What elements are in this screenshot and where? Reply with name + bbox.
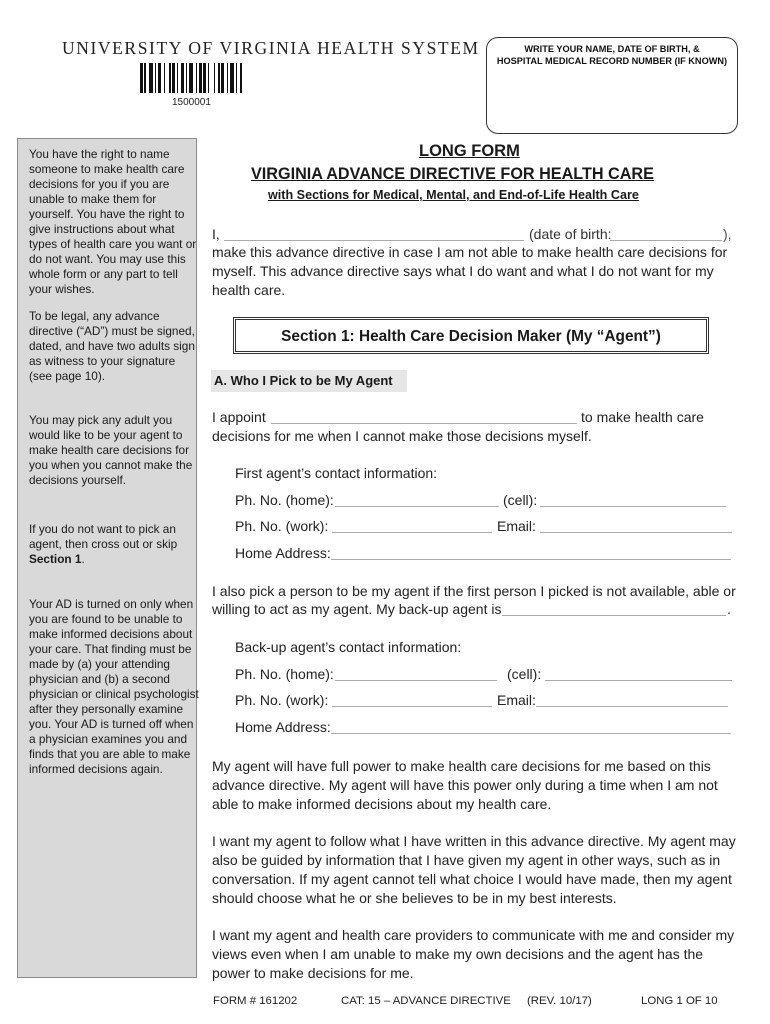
barcode-number: 1500001	[172, 97, 211, 108]
first-agent-phone-work-field[interactable]	[332, 532, 492, 533]
institution-header: UNIVERSITY OF VIRGINIA HEALTH SYSTEM	[62, 38, 480, 58]
patient-id-instructions	[487, 43, 737, 67]
first-agent-email-label: Email:	[497, 518, 536, 534]
first-agent-address-field[interactable]	[331, 559, 731, 560]
subsection-a-header	[211, 370, 407, 392]
backup-agent-cell-field[interactable]	[545, 680, 732, 681]
sidebar-note-rights: You have the right to name someone to make health care decisions for you if you are unable to make them for yourself. You have the right to give instructions about what types of health care you want or do not want. You may use this whole form or any part to tell your wishes.	[29, 147, 197, 296]
agent-communication-paragraph: I want my agent and health care providers to communicate with me and consider my views even when I am unable to make my own decisions and the agent has the power to make decisions for me.	[212, 927, 735, 981]
first-agent-cell-label: (cell):	[503, 492, 538, 508]
backup-agent-phone-home-label: Ph. No. (home):	[235, 666, 334, 682]
appoint-label-2: to make health care	[581, 409, 704, 425]
first-agent-phone-home-field[interactable]	[335, 506, 499, 507]
first-agent-phone-work-label: Ph. No. (work):	[235, 518, 329, 534]
backup-period: .	[727, 601, 731, 617]
subsection-a-title: A. Who I Pick to be My Agent	[214, 373, 393, 388]
backup-text-line-2: willing to act as my agent. My back-up agent is	[212, 601, 502, 617]
appoint-label: I appoint	[212, 409, 266, 425]
document-title: VIRGINIA ADVANCE DIRECTIVE FOR HEALTH CARE	[251, 165, 654, 183]
sidebar-note-skip-text: If you do not want to pick an agent, then cross out or skip	[29, 522, 178, 551]
patient-id-line-1: WRITE YOUR NAME, DATE OF BIRTH, &	[524, 44, 700, 54]
sidebar-note-skip	[29, 522, 199, 567]
sidebar-note-legal: To be legal, any advance directive (“AD”) must be signed, dated, and have two adults sign as witness to your signature (see page 10).	[29, 309, 195, 383]
backup-agent-contact-label: Back-up agent’s contact information:	[235, 639, 462, 655]
sidebar-note-activation: Your AD is turned on only when you are found to be unable to make informed decisions about your care. That finding must be made by (a) your attending physician and (b) a second physician or clinical psychologist after they personally examine you. Your AD is turned off when a physician examines you and finds that you are able to make informed decisions again.	[29, 597, 199, 776]
footer-page-number: LONG 1 OF 10	[641, 995, 718, 1007]
footer-revision: (REV. 10/17)	[527, 995, 592, 1007]
backup-agent-cell-label: (cell):	[507, 666, 542, 682]
sidebar-notes	[17, 138, 197, 978]
backup-agent-address-label: Home Address:	[235, 719, 331, 735]
footer-category: CAT: 15 – ADVANCE DIRECTIVE	[341, 995, 511, 1007]
appoint-label-3: decisions for me when I cannot make those decisions myself.	[212, 428, 592, 444]
agent-guidance-paragraph: I want my agent to follow what I have written in this advance directive. My agent may also be guided by information that I have given my agent in other ways, such as in conversation. If my agent cannot tell what choice I would have made, then my agent should choose what he or she believes to be in my best interests.	[212, 833, 736, 906]
dob-field[interactable]	[610, 240, 722, 241]
footer-form-number: FORM # 161202	[213, 995, 298, 1007]
sidebar-note-skip-section: Section 1	[29, 552, 82, 566]
backup-agent-email-label: Email:	[497, 692, 536, 708]
first-agent-phone-home-label: Ph. No. (home):	[235, 492, 334, 508]
section-1-header	[233, 317, 709, 354]
sidebar-note-skip-period: .	[81, 552, 85, 566]
patient-id-line-2: HOSPITAL MEDICAL RECORD NUMBER (IF KNOWN)	[496, 56, 728, 66]
agent-power-paragraph: My agent will have full power to make health care decisions for me based on this advance directive. My agent will have this power only during a time when I am not able to make informed decisions about my health care.	[212, 758, 718, 812]
section-1-title: Section 1: Health Care Decision Maker (My “Agent”)	[281, 328, 661, 345]
backup-agent-name-field[interactable]	[502, 615, 726, 616]
first-agent-address-label: Home Address:	[235, 545, 331, 561]
backup-agent-address-field[interactable]	[331, 733, 731, 734]
agent-name-field[interactable]	[271, 423, 577, 424]
first-agent-contact-label: First agent’s contact information:	[235, 465, 438, 481]
backup-agent-phone-home-field[interactable]	[335, 680, 497, 681]
backup-agent-phone-work-label: Ph. No. (work):	[235, 692, 329, 708]
first-agent-email-field[interactable]	[540, 532, 732, 533]
name-field[interactable]	[224, 240, 524, 241]
intro-paragraph: make this advance directive in case I am not able to make health care decisions for myself. This advance directive says what I do want and what I do not want for my health care.	[212, 244, 728, 298]
long-form-title: LONG FORM	[419, 142, 520, 160]
backup-text-line-1: I also pick a person to be my agent if the first person I picked is not available, able or	[212, 583, 736, 599]
backup-agent-email-field[interactable]	[536, 706, 728, 707]
intro-i-label: I,	[212, 226, 220, 242]
first-agent-cell-field[interactable]	[540, 506, 726, 507]
patient-id-box[interactable]	[486, 37, 738, 134]
dob-close-paren: ),	[723, 226, 732, 242]
sidebar-note-pick-agent: You may pick any adult you would like to be your agent to make health care decisions for you when you cannot make the decisions yourself.	[29, 413, 193, 487]
dob-label: (date of birth:	[529, 226, 612, 242]
barcode-image	[140, 63, 242, 93]
backup-agent-phone-work-field[interactable]	[332, 706, 492, 707]
document-subtitle: with Sections for Medical, Mental, and End-of-Life Health Care	[268, 188, 639, 202]
